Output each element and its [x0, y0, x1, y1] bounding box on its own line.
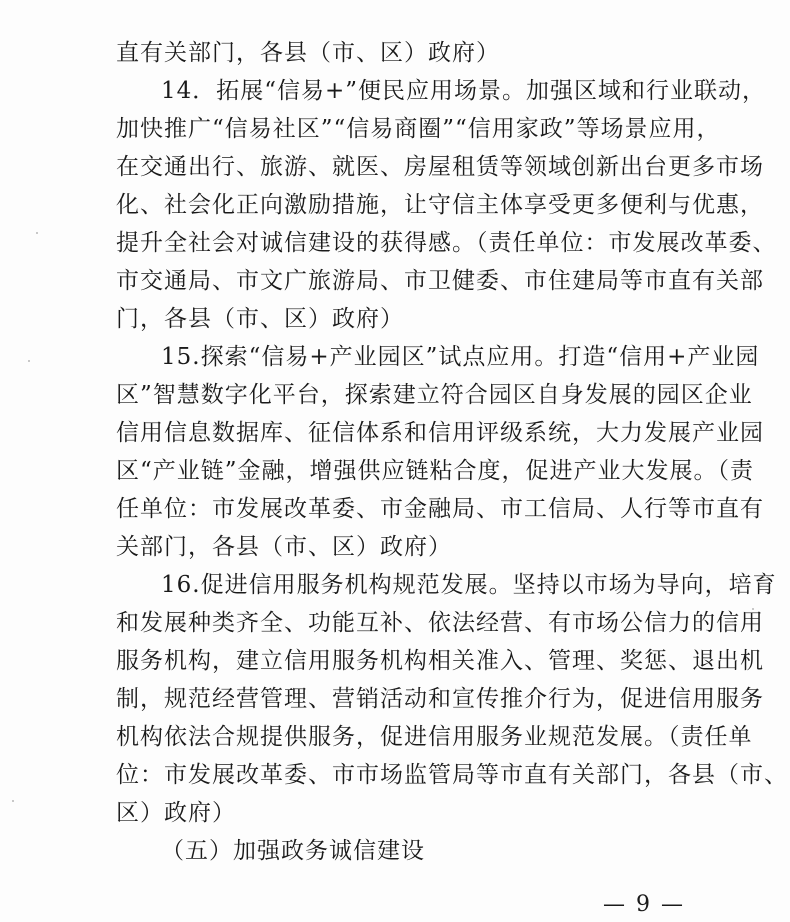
scan-speck — [12, 800, 14, 802]
text-line: 制，规范经营管理、营销活动和宣传推介行为，促进信用服务 — [116, 686, 764, 712]
text-line: 提升全社会对诚信建设的获得感。（责任单位：市发展改革委、 — [116, 230, 777, 256]
text-line: 服务机构，建立信用服务机构相关准入、管理、奖惩、退出机 — [116, 648, 764, 674]
page-number: — 9 — — [603, 892, 685, 917]
text-line: 和发展种类齐全、功能互补、依法经营、有市场公信力的信用 — [116, 610, 764, 636]
scan-speck — [36, 232, 38, 234]
text-line: 机构依法合规提供服务，促进信用服务业规范发展。（责任单 — [116, 724, 753, 750]
text-line: 任单位：市发展改革委、市金融局、市工信局、人行等市直有 — [116, 496, 764, 522]
text-line: 区”智慧数字化平台，探索建立符合园区自身发展的园区企业 — [116, 382, 753, 408]
scan-speck — [28, 360, 30, 362]
text-line: 化、社会化正向激励措施，让守信主体享受更多便利与优惠， — [116, 192, 764, 218]
text-line: 区“产业链”金融，增强供应链粘合度，促进产业大发展。（责 — [116, 458, 755, 484]
text-line: 直有关部门，各县（市、区）政府） — [116, 40, 500, 66]
scan-speck — [752, 608, 754, 610]
text-line: 区）政府） — [116, 800, 236, 826]
text-line: 门，各县（市、区）政府） — [116, 306, 404, 332]
text-line: 在交通出行、旅游、就医、房屋租赁等领域创新出台更多市场 — [116, 154, 764, 180]
text-line: 信用信息数据库、征信体系和信用评级系统，大力发展产业园 — [116, 420, 764, 446]
text-line-item-15: 15.探索“信易+产业园区”试点应用。打造“信用+产业园 — [161, 344, 760, 370]
text-line: 关部门，各县（市、区）政府） — [116, 534, 452, 560]
text-line: 市交通局、市文广旅游局、市卫健委、市住建局等市直有关部 — [116, 268, 764, 294]
text-line-item-14: 14．拓展“信易+”便民应用场景。加强区域和行业联动， — [161, 78, 767, 104]
text-line: 位：市发展改革委、市市场监管局等市直有关部门，各县（市、 — [116, 762, 788, 788]
text-line-item-16: 16.促进信用服务机构规范发展。坚持以市场为导向，培育 — [161, 572, 777, 598]
text-line: 加快推广“信易社区”“信易商圈”“信用家政”等场景应用， — [116, 116, 721, 142]
section-heading: （五）加强政务诚信建设 — [161, 838, 425, 864]
